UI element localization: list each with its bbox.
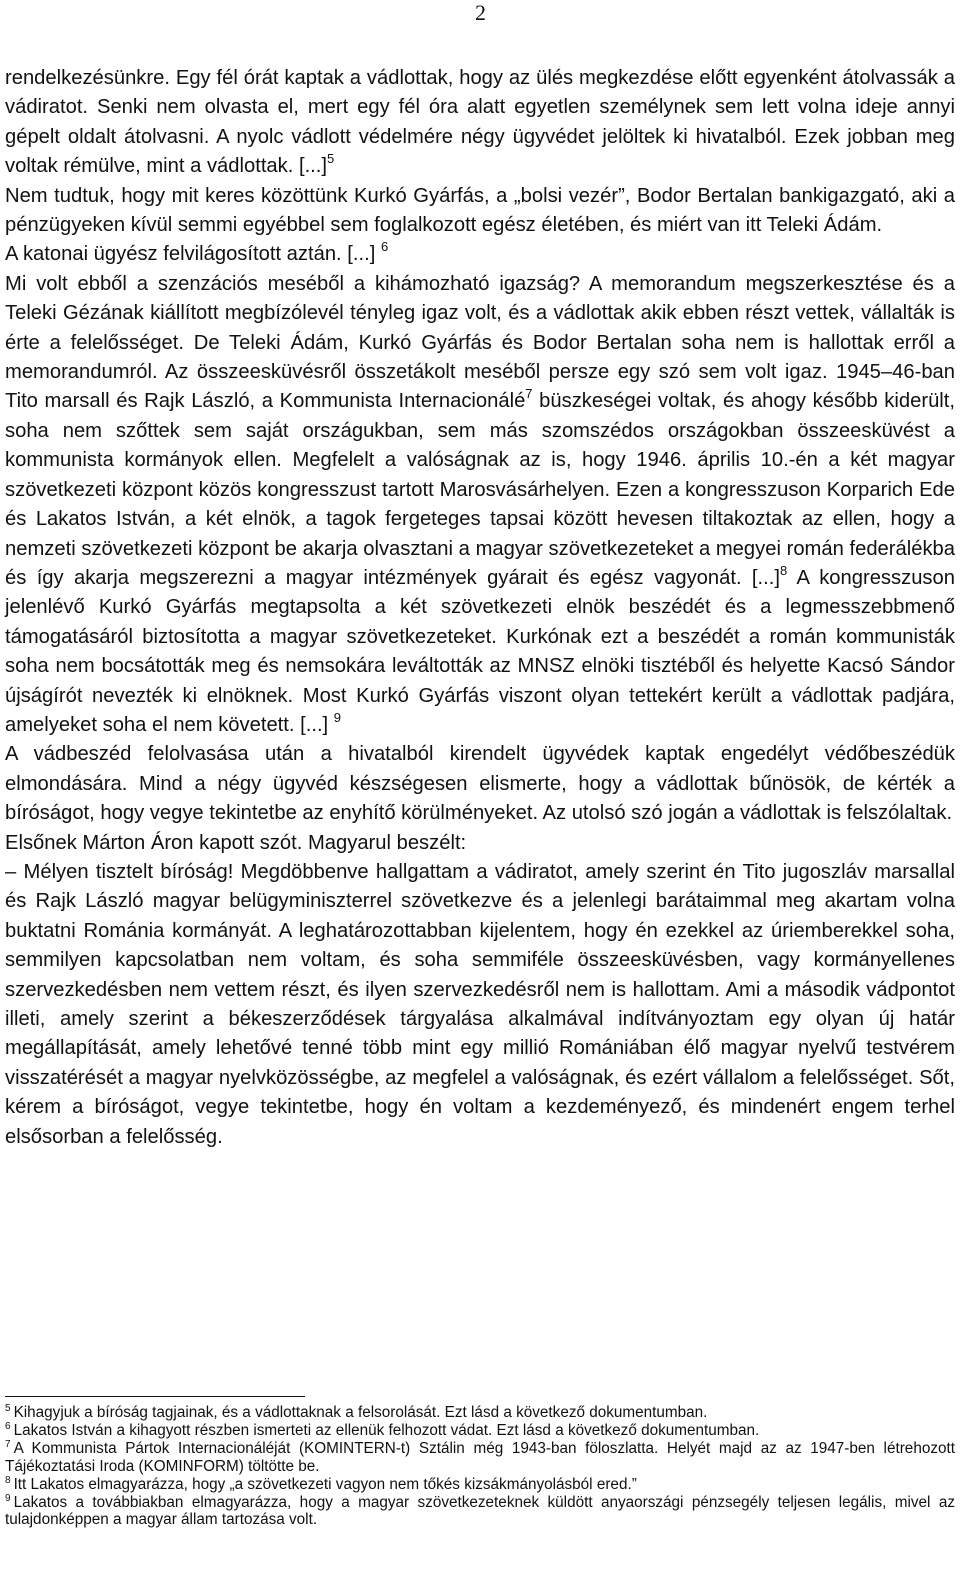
- footnote-text: Lakatos a továbbiakban elmagyarázza, hogy a magyar szövetkezeteknek küldött anyaországi pénzsegély teljesen legális, mivel az tulajdonképpen a magyar állam tartozása volt.: [5, 1494, 955, 1529]
- footnote-number: 6: [5, 1421, 11, 1433]
- paragraph-text: Mi volt ebből a szenzációs meséből a kihámozható igazság? A memorandum megszerkesztése és a Teleki Gézának kiállított megbízólevél tényleg igaz volt, és a vádlottak akik ebben részt vettek, vállalták is érte a felelősséget. De Teleki Ádám, Kurkó Gyárfás és Bodor Bertalan soha nem is hallottak erről a memorandumról. Az összeesküvésről összetákolt meséből persze egy szó sem volt igaz. 1945–46-ban Tito marsall és Rajk László, a Kommunista Internacionálé: [5, 272, 955, 413]
- body-text: [5, 64, 955, 1152]
- paragraph: [5, 270, 955, 741]
- footnote-text: A Kommunista Pártok Internacionáléját (KOMINTERN-t) Sztálin még 1943-ban föloszlatta. Helyét majd az az 1947-ben létrehozott Tájékoztatási Iroda (KOMINFORM) töltötte be.: [5, 1440, 955, 1475]
- paragraph: Elsőnek Márton Áron kapott szót. Magyarul beszélt:: [5, 831, 467, 854]
- footnote: [5, 1440, 955, 1474]
- footnote-number: 7: [5, 1439, 11, 1451]
- footnote: [5, 1422, 955, 1439]
- paragraph: [5, 64, 955, 182]
- paragraph-text: büszkeségei voltak, és ahogy később kiderült, soha nem szőttek sem saját országukban, sem más szomszédos országokban összeesküvést a kommunista kormányok ellen. Megfelelt a valóságnak az is, hogy 1946. április 10.-én a két magyar szövetkezeti központ közös kongresszust tartott Marosvásárhelyen. Ezen a kongresszuson Korparich Ede és Lakatos István, a két elnök, a tagok fergeteges tapsai között hevesen tiltakoztak az ellen, hogy a nemzeti szövetkezeti központ be akarja olvasztani a magyar szövetkezeteket a megyei román federálékba és így akarja megszerezni a magyar intézmények gyárait és egész vagyonát. [...]: [5, 390, 955, 589]
- paragraph: [5, 240, 955, 269]
- paragraph-text: rendelkezésünkre. Egy fél órát kaptak a vádlottak, hogy az ülés megkezdése előtt egyenként átolvassák a vádiratot. Senki nem olvasta el, mert egy fél óra alatt egyetlen személynek sem lett volna ideje annyi gépelt oldalt átolvasni. A nyolc vádlott védelmére négy ügyvédet jelöltek ki hivatalból. Ezek jobban meg voltak rémülve, mint a vádlottak. [...]: [5, 67, 955, 178]
- paragraph-text: A katonai ügyész felvilágosított aztán. [...]: [5, 243, 376, 266]
- footnote-text: Lakatos István a kihagyott részben ismerteti az ellenük felhozott vádat. Ezt lásd a következő dokumentumban.: [13, 1422, 760, 1440]
- footnote: [5, 1494, 955, 1528]
- page-number: 2: [475, 0, 486, 25]
- footnote-text: Kihagyjuk a bíróság tagjainak, és a vádlottaknak a felsorolását. Ezt lásd a következő dokumentumban.: [13, 1404, 708, 1421]
- footnotes: [5, 1404, 955, 1529]
- footnote-reference: 7: [525, 386, 533, 402]
- paragraph: – Mélyen tisztelt bíróság! Megdöbbenve hallgattam a vádiratot, amely szerint én Tito jugoszláv marsallal és Rajk László magyar belügyminiszterrel szövetkezve és a jelenlegi barátaimmal meg akartam volna buktatni Románia kormányát. A leghatározottabban kijelentem, hogy én ezekkel az úriemberekkel soha, semmilyen kapcsolatban nem voltam, és soha semmiféle összeesküvésben, vagy kormányellenes szervezkedésben nem vettem részt, és ilyen szervezkedésről nem is hallottam. Ami a második vádpontot illeti, amely szerint a békeszerződések tárgyalása alkalmával indítványoztam egy olyan új határ megállapítását, amely lehetővé tenné több mint egy millió Romániában élő magyar nyelvű testvérem visszatérését a magyar nyelvközösségbe, az megfelel a valóságnak, és ezért vállalom a felelősséget. Sőt, kérem a bíróságot, vegye tekintetbe, hogy én voltam a kezdeményező, és mindenért engem terhel elsősorban a felelősség.: [5, 860, 955, 1148]
- paragraph: Nem tudtuk, hogy mit keres közöttünk Kurkó Gyárfás, a „bolsi vezér”, Bodor Bertalan bankigazgató, aki a pénzügyeken kívül semmi egyébbel sem foglalkozott egész életében, és miért van itt Teleki Ádám.: [5, 184, 955, 237]
- footnote-number: 9: [5, 1493, 11, 1505]
- footnote-reference: 9: [333, 709, 342, 725]
- footnote-divider: [5, 1396, 305, 1397]
- paragraph: A vádbeszéd felolvasása után a hivatalból kirendelt ügyvédek kaptak engedélyt védőbeszédük elmondására. Mind a négy ügyvéd készségesen elismerte, hogy a vádlottak bűnösök, de kérték a bíróságot, hogy vegye tekintetbe az enyhítő körülményeket. Az utolsó szó jogán a vádlottak is felszólaltak.: [5, 743, 955, 825]
- paragraph-text: A kongresszuson jelenlévő Kurkó Gyárfás megtapsolta a két szövetkezeti elnök beszédét és a legmesszebbmenő támogatásáról biztosította a magyar szövetkezeteket. Kurkónak ezt a beszédét a román kommunisták soha nem bocsátották meg és nemsokára leváltották az MNSZ elnöki tisztéből és helyette Kacsó Sándor újságírót nevezték ki elnöknek. Most Kurkó Gyárfás viszont olyan tettekért került a vádlottak padjára, amelyeket soha el nem követett. [...]: [5, 566, 955, 736]
- footnote: [5, 1404, 955, 1421]
- footnote-reference: 5: [327, 151, 335, 167]
- footnote-number: 5: [5, 1403, 11, 1414]
- footnote: [5, 1476, 955, 1493]
- footnote-reference: 6: [380, 239, 389, 255]
- footnote-text: Itt Lakatos elmagyarázza, hogy „a szövetkezeti vagyon nem tőkés kizsákmányolásból ered.”: [13, 1475, 637, 1493]
- footnote-reference: 8: [779, 562, 788, 578]
- footnote-number: 8: [5, 1474, 11, 1486]
